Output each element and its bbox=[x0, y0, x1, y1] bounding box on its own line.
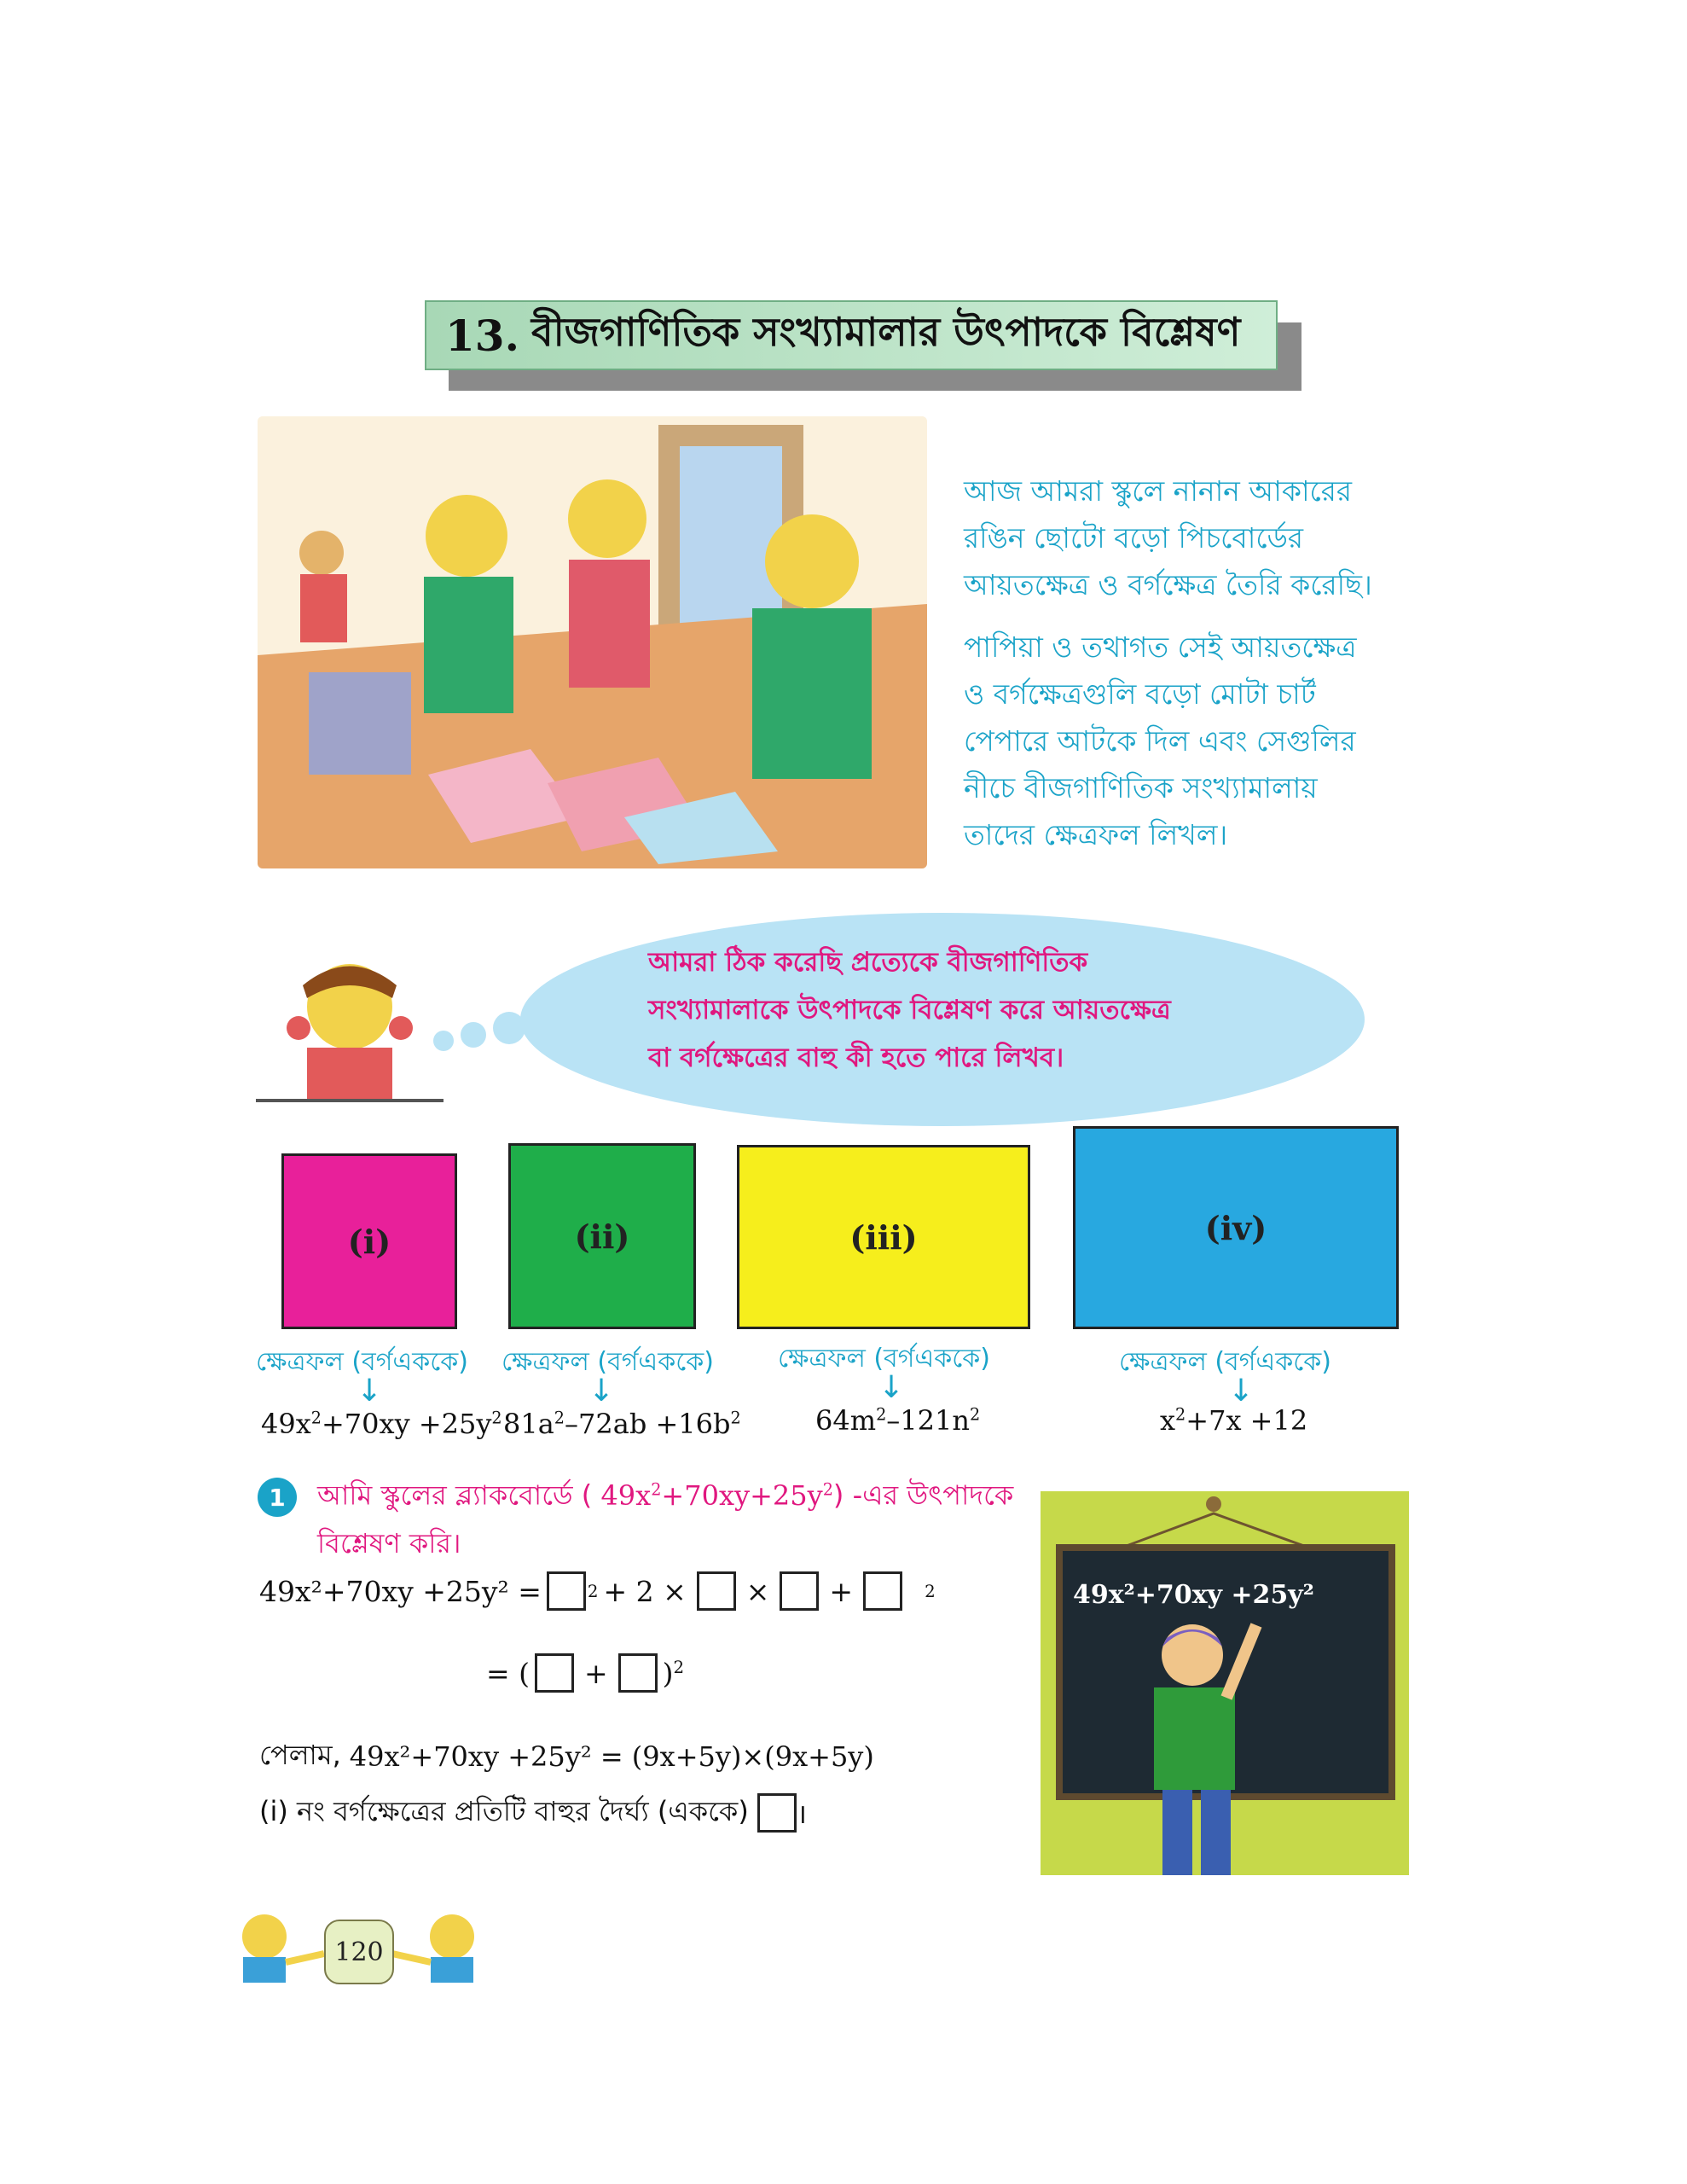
thinking-girl-illustration bbox=[256, 947, 443, 1109]
question-text bbox=[317, 1466, 1034, 1567]
boy-writing-figure bbox=[1081, 1621, 1278, 1875]
down-arrow-icon: ↓ bbox=[588, 1374, 615, 1409]
blank-box[interactable] bbox=[780, 1571, 819, 1611]
shape-i bbox=[281, 1153, 457, 1329]
shape-iii-caption: ক্ষেত্রফল (বর্গএককে) bbox=[778, 1344, 990, 1374]
shape-ii-caption: ক্ষেত্রফল (বর্গএককে) bbox=[501, 1347, 714, 1377]
factor-equation-line-1: 49x²+70xy +25y² = 2 + 2 × × + 2 bbox=[259, 1571, 936, 1611]
question-text-a: আমি স্কুলের ব্ল্যাকবোর্ডে ( bbox=[317, 1478, 593, 1512]
shape-i-area: $49x^2+70xy +25y^2$ bbox=[261, 1408, 502, 1440]
classroom-illustration bbox=[258, 416, 927, 868]
result-equation: 49x²+70xy +25y² = (9x+5y)×(9x+5y) bbox=[349, 1740, 874, 1773]
page-number: 120 bbox=[324, 1920, 394, 1984]
shape-iv-area: $x^2+7x +12$ bbox=[1160, 1404, 1308, 1437]
down-arrow-icon: ↓ bbox=[1228, 1374, 1255, 1409]
shape-iv-label: (iv) bbox=[1204, 1208, 1267, 1247]
question-text-c: বিশ্লেষণ করি। bbox=[317, 1526, 461, 1560]
thought-dot-1 bbox=[433, 1031, 454, 1051]
blank-box[interactable] bbox=[863, 1571, 902, 1611]
side-length-text: (i) নং বর্গক্ষেত্রের প্রতিটি বাহুর দৈর্ঘ্য (এককে) bbox=[259, 1795, 749, 1827]
intro-paragraph-1: আজ আমরা স্কুলে নানান আকারের রঙিন ছোটো বড়ো পিচবোর্ডের আয়তক্ষেত্র ও বর্গক্ষেত্র তৈরি করেছি। bbox=[964, 474, 1372, 601]
equation-lhs: 49x²+70xy +25y² = bbox=[259, 1574, 542, 1608]
down-arrow-icon: ↓ bbox=[357, 1374, 383, 1409]
thought-line-3: বা বর্গক্ষেত্রের বাহু কী হতে পারে লিখব। bbox=[648, 1043, 1064, 1073]
equation-line2-prefix: = ( bbox=[486, 1656, 530, 1690]
blank-box[interactable] bbox=[697, 1571, 736, 1611]
question-number: 1 bbox=[258, 1478, 297, 1517]
side-length-answer-box[interactable] bbox=[757, 1793, 797, 1833]
question-expression: $49x^2+70xy+25y^2$ bbox=[600, 1478, 833, 1512]
blackboard-text: 49x²+70xy +25y² bbox=[1073, 1580, 1314, 1610]
intro-paragraph-2: পাপিয়া ও তথাগত সেই আয়তক্ষেত্র ও বর্গক্ষেত্রগুলি বড়ো মোটা চার্ট পেপারে আটকে দিল এবং সেগুলির নীচে বীজগাণিতিক সংখ্যামালায় তাদের ক্ষেত্রফল লিখল। bbox=[964, 630, 1357, 851]
shape-ii bbox=[508, 1143, 696, 1329]
chapter-title bbox=[425, 300, 1278, 370]
blank-box[interactable] bbox=[618, 1653, 658, 1693]
result-prefix: পেলাম, bbox=[259, 1739, 341, 1771]
chapter-number: 13. bbox=[445, 310, 519, 361]
factor-equation-line-2: = ( + )$^2$ bbox=[486, 1653, 684, 1693]
shape-iii bbox=[737, 1145, 1030, 1329]
down-arrow-icon: ↓ bbox=[878, 1370, 905, 1405]
question-text-b: ) -এর উৎপাদকে bbox=[832, 1478, 1014, 1512]
thought-bubble-text bbox=[648, 938, 1296, 1082]
blank-box[interactable] bbox=[535, 1653, 574, 1693]
thought-line-1: আমরা ঠিক করেছি প্রত্যেকে বীজগাণিতিক bbox=[648, 947, 1088, 978]
shape-iii-area: $64m^2-121n^2$ bbox=[815, 1404, 981, 1437]
blank-box[interactable] bbox=[547, 1571, 586, 1611]
shape-iv-caption: ক্ষেত্রফল (বর্গএককে) bbox=[1119, 1347, 1331, 1377]
shape-iii-label: (iii) bbox=[849, 1217, 918, 1257]
side-length-line: (i) নং বর্গক্ষেত্রের প্রতিটি বাহুর দৈর্ঘ্য (এককে) । bbox=[259, 1790, 807, 1836]
thought-dot-2 bbox=[461, 1022, 486, 1048]
shape-ii-label: (ii) bbox=[574, 1217, 630, 1256]
chapter-title-text: বীজগাণিতিক সংখ্যামালার উৎপাদকে বিশ্লেষণ bbox=[531, 309, 1241, 355]
intro-text bbox=[964, 468, 1373, 874]
shape-i-label: (i) bbox=[347, 1222, 391, 1261]
thought-line-2: সংখ্যামালাকে উৎপাদকে বিশ্লেষণ করে আয়তক্ষেত্র bbox=[648, 995, 1171, 1025]
shape-iv bbox=[1073, 1126, 1399, 1329]
shape-ii-area: $81a^2-72ab +16b^2$ bbox=[503, 1408, 741, 1440]
factor-result-line bbox=[259, 1734, 874, 1780]
shape-i-caption: ক্ষেত্রফল (বর্গএককে) bbox=[256, 1347, 468, 1377]
